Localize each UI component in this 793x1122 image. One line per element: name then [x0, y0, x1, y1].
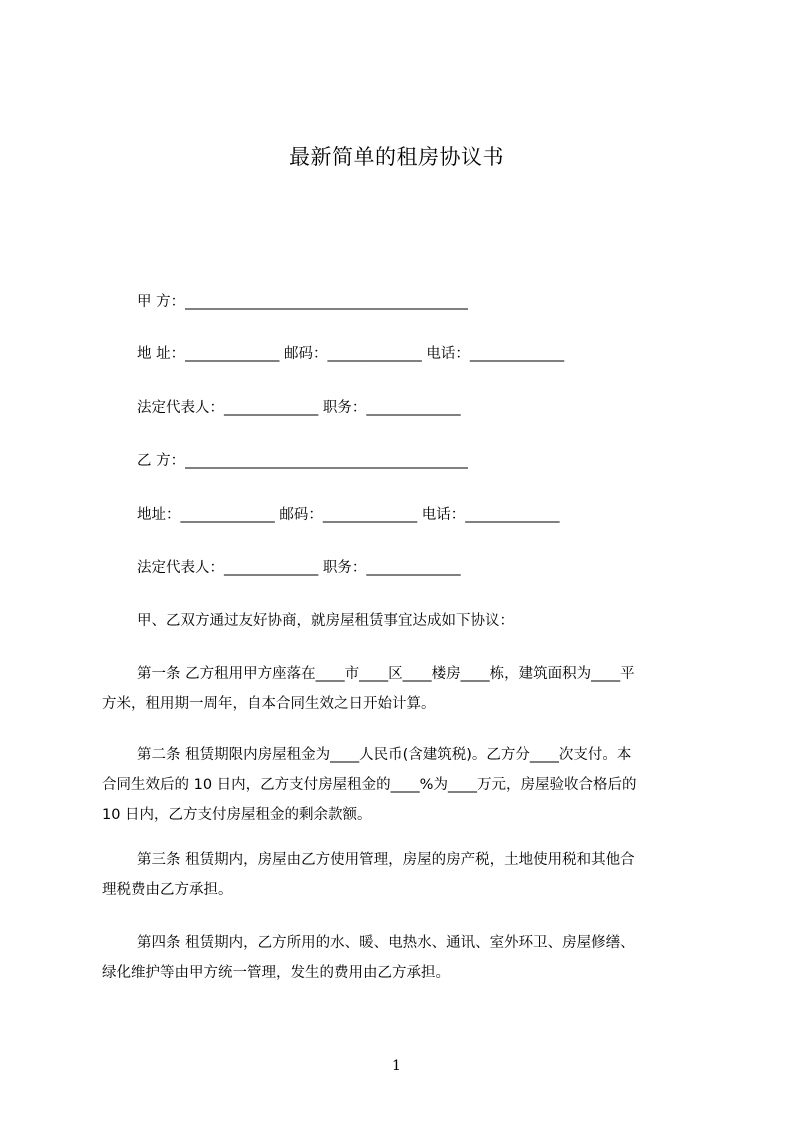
party-b-address-line: 地址：_____________ 邮码：_____________ 电话：_____________ [137, 507, 560, 523]
article-3-line-2: 理税费由乙方承担。 [102, 882, 233, 898]
article-4-line-1: 第四条 租赁期内，乙方所用的水、暖、电热水、通讯、室外环卫、房屋修缮、 [137, 935, 635, 951]
page-number: 1 [392, 1058, 401, 1074]
party-a-name-line: 甲 方：_______________________________________ [137, 294, 468, 310]
article-2-line-2: 合同生效后的 10 日内，乙方支付房屋租金的____%为____万元，房屋验收合格后的 [102, 777, 637, 793]
party-a-representative-line: 法定代表人：_____________ 职务：_____________ [137, 400, 461, 416]
article-1 [102, 659, 701, 719]
article-1-line-2: 方米，租用期一周年，自本合同生效之日开始计算。 [102, 696, 436, 712]
article-4-line-2: 绿化维护等由甲方统一管理，发生的费用由乙方承担。 [102, 965, 450, 981]
article-1-line-1: 第一条 乙方租用甲方座落在____市____区____楼房____栋，建筑面积为____平 [137, 666, 635, 682]
party-b-name-line: 乙 方：_______________________________________ [137, 453, 468, 469]
party-a-address-line: 地 址：_____________ 邮码：_____________ 电话：_____________ [137, 346, 565, 362]
article-4 [102, 928, 701, 988]
document-title: 最新简单的租房协议书 [289, 145, 504, 169]
party-b-representative-line: 法定代表人：_____________ 职务：_____________ [137, 560, 461, 576]
article-2-line-3: 10 日内，乙方支付房屋租金的剩余款额。 [102, 807, 372, 823]
article-2-line-1: 第二条 租赁期限内房屋租金为____人民币(含建筑税)。乙方分____次支付。本 [137, 747, 632, 763]
article-2 [102, 740, 701, 830]
article-3 [102, 845, 701, 905]
intro-paragraph: 甲、乙双方通过友好协商，就房屋租赁事宜达成如下协议： [137, 613, 514, 629]
article-3-line-1: 第三条 租赁期内，房屋由乙方使用管理，房屋的房产税，土地使用税和其他合 [137, 852, 635, 868]
